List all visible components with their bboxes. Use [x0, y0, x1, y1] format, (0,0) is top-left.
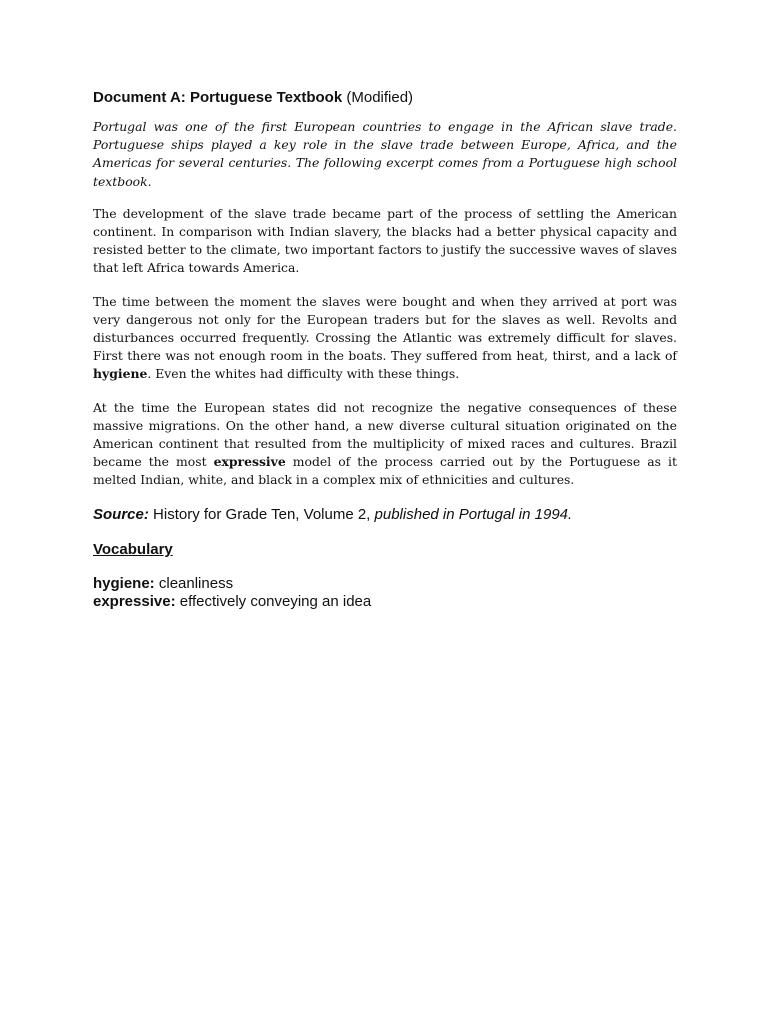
excerpt-paragraph-1: The development of the slave trade became part of the process of settling the American continent. In comparison with Indian slavery, the blacks had a better physical capacity and resisted better to the climate, two important factors to justify the successive waves of slaves that left Africa towards America.	[93, 205, 677, 276]
vocabulary-word: expressive:	[93, 593, 176, 611]
vocab-term-expressive: expressive	[213, 454, 286, 470]
excerpt-text: model of the process carried out by the Portuguese as it melted Indian, white, and black in a complex mix of ethnicities and cultures.	[93, 454, 677, 488]
vocabulary-heading: Vocabulary	[93, 540, 173, 558]
vocabulary-definition: cleanliness	[154, 574, 234, 592]
vocabulary-word: hygiene:	[93, 574, 155, 592]
vocab-term-hygiene: hygiene	[93, 366, 148, 382]
vocabulary-list	[93, 575, 677, 612]
vocabulary-item	[93, 593, 677, 612]
vocabulary-definition: effectively conveying an idea	[175, 593, 372, 611]
document-page	[93, 88, 677, 612]
document-title-main: Document A: Portuguese Textbook	[93, 89, 343, 106]
excerpt-text: . Even the whites had difficulty with these things.	[147, 366, 460, 382]
source-citation	[93, 505, 677, 525]
source-label: Source:	[93, 505, 149, 523]
excerpt-text: The time between the moment the slaves were bought and when they arrived at port was very dangerous not only for the European traders but for the slaves as well. Revolts and disturbances occurred frequently. Crossing the Atlantic was extremely difficult for slaves. First there was not enough room in the boats. They suffered from heat, thirst, and a lack of	[93, 293, 677, 364]
source-published: published in Portugal in 1994.	[374, 505, 573, 523]
intro-paragraph: Portugal was one of the first European countries to engage in the African slave trade. Portuguese ships played a key role in the slave trade between Europe, Africa, and the Americas for several centuries. The following excerpt comes from a Portuguese high school textbook.	[93, 119, 677, 189]
excerpt-paragraph-3	[93, 399, 677, 490]
document-title-modifier: (Modified)	[342, 89, 414, 106]
vocabulary-item	[93, 575, 677, 594]
document-title	[93, 88, 677, 108]
source-work: History for Grade Ten, Volume 2,	[148, 505, 375, 523]
excerpt-text: At the time the European states did not recognize the negative consequences of these massive migrations. On the other hand, a new diverse cultural situation originated on the American continent that resulted from the multiplicity of mixed races and cultures. Brazil became the most	[93, 399, 677, 470]
excerpt-paragraph-2	[93, 293, 677, 384]
